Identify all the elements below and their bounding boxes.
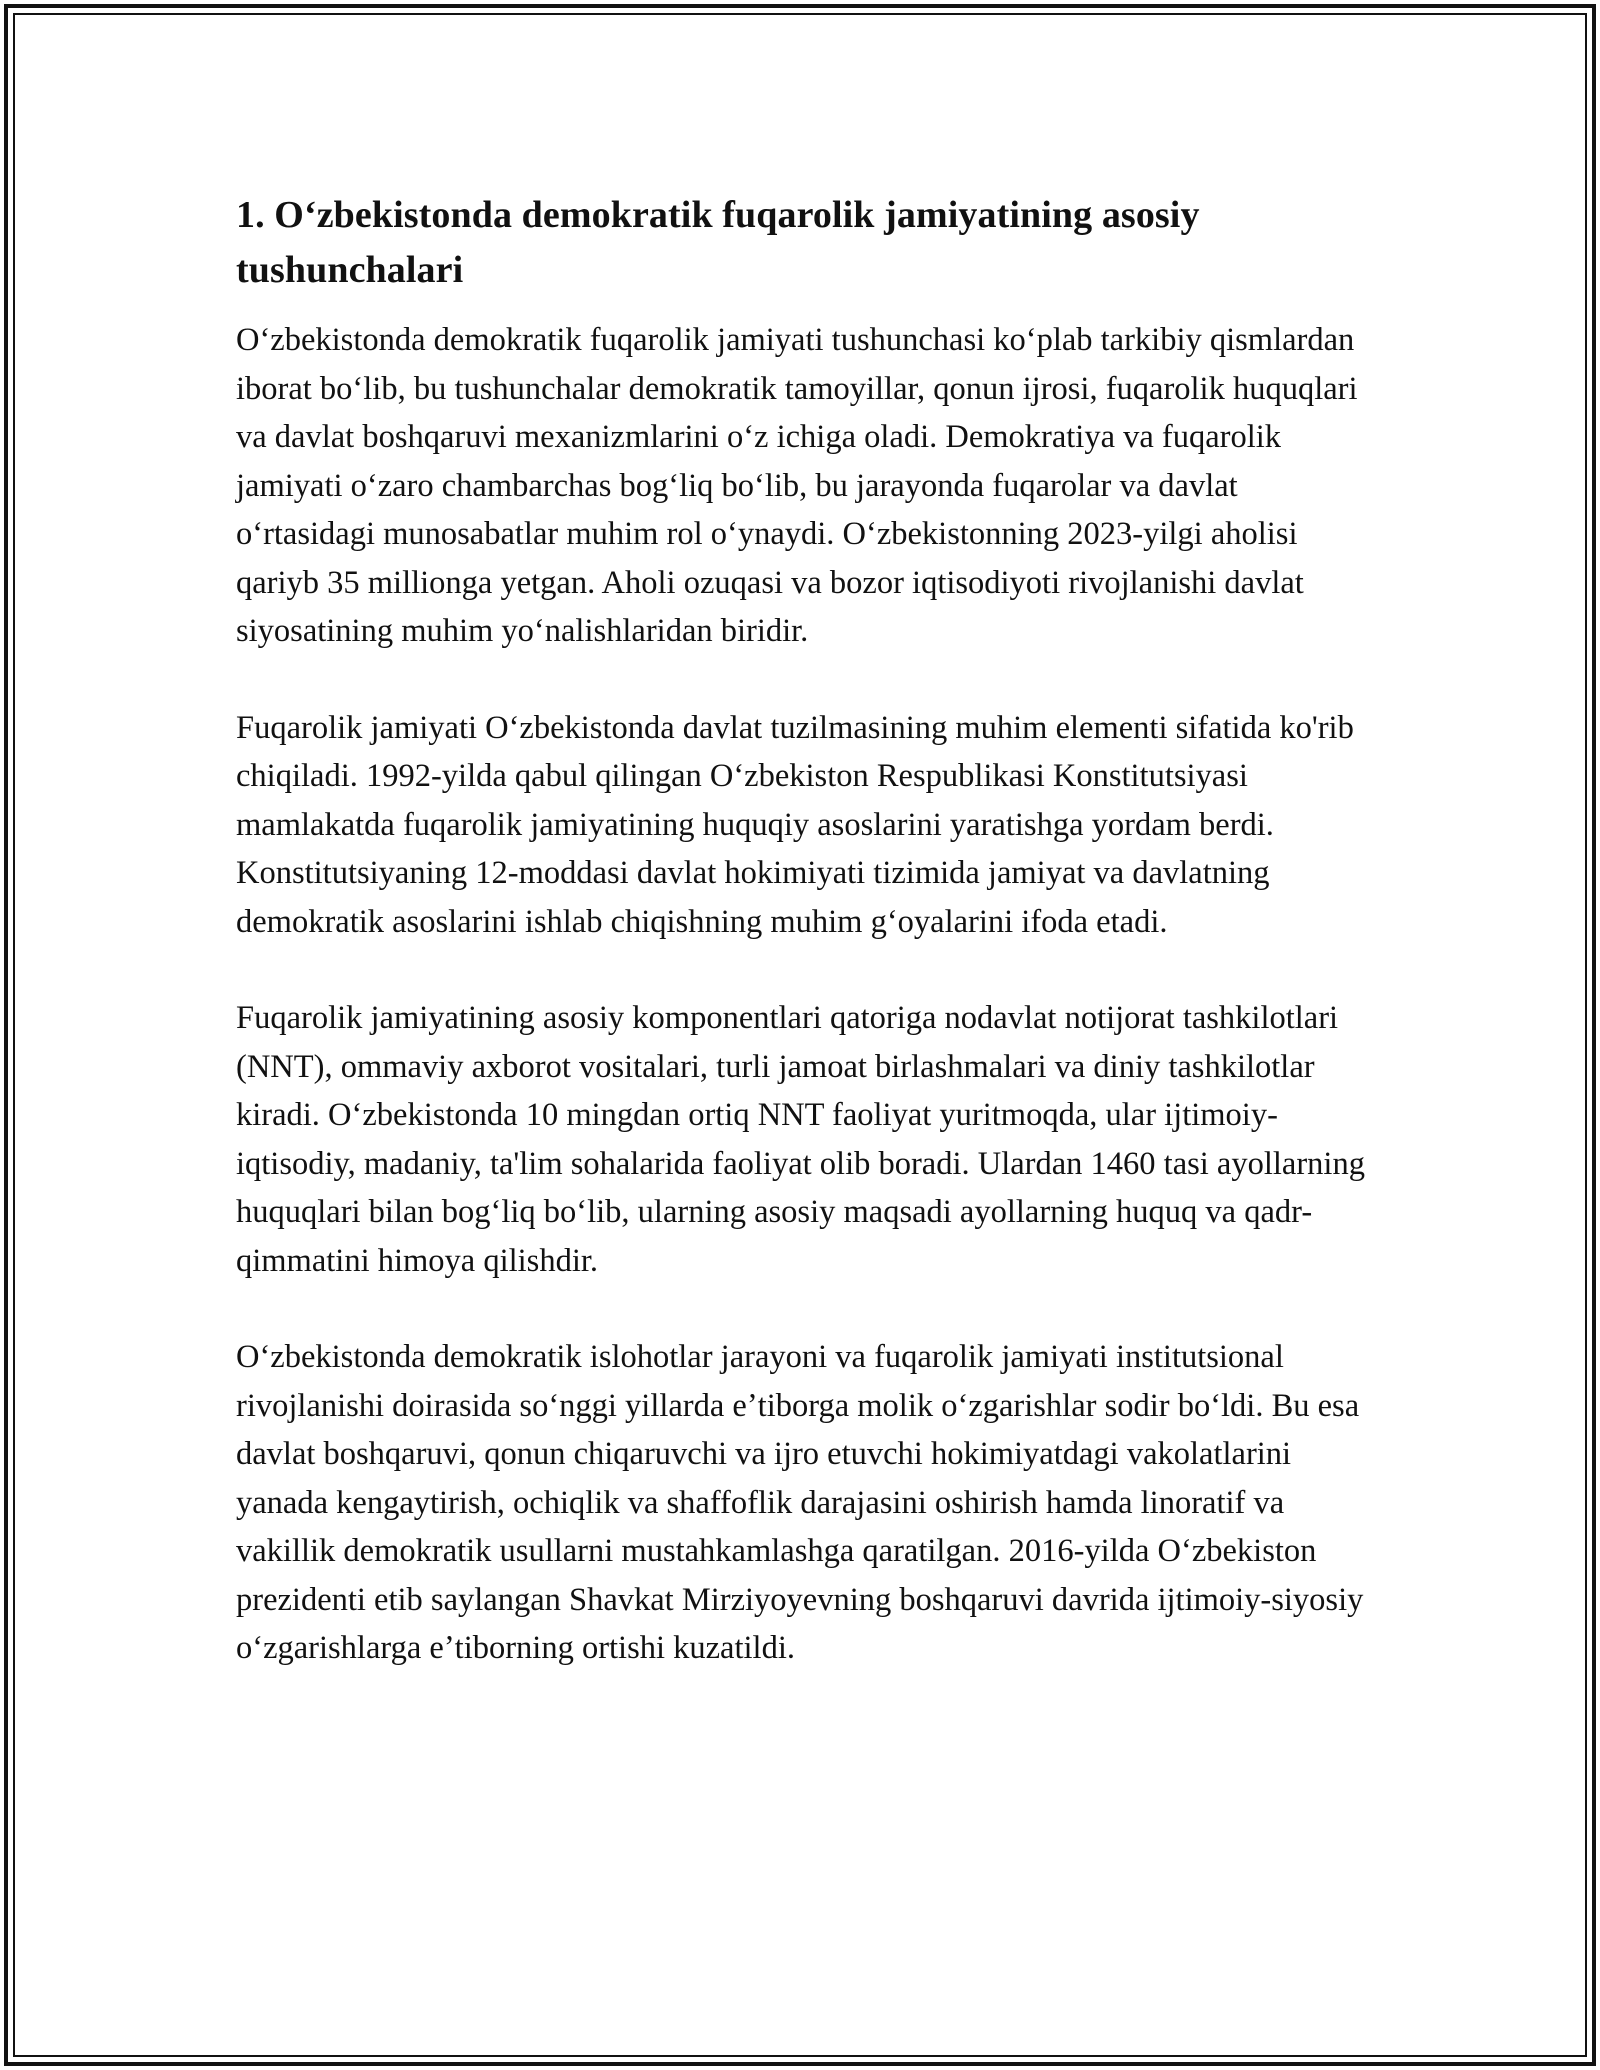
document-body [236, 188, 1376, 1721]
paragraph-2: Fuqarolik jamiyati Oʻzbekistonda davlat tuzilmasining muhim elementi sifatida ko'rib chiqiladi. 1992-yilda qabul qilingan Oʻzbekiston Respublikasi Konstitutsiyasi mamlakatda fuqarolik jamiyatining huquqiy asoslarini yaratishga yordam berdi. Konstitutsiyaning 12-moddasi davlat hokimiyati tizimida jamiyat va davlatning demokratik asoslarini ishlab chiqishning muhim gʻoyalarini ifoda etadi. [236, 709, 1354, 940]
paragraph-1: Oʻzbekistonda demokratik fuqarolik jamiyati tushunchasi koʻplab tarkibiy qismlardan iborat boʻlib, bu tushunchalar demokratik tamoyillar, qonun ijrosi, fuqarolik huquqlari va davlat boshqaruvi mexanizmlarini oʻz ichiga oladi. Demokratiya va fuqarolik jamiyati oʻzaro chambarchas bogʻliq boʻlib, bu jarayonda fuqarolar va davlat oʻrtasidagi munosabatlar muhim rol oʻynaydi. Oʻzbekistonning 2023-yilgi aholisi qariyb 35 millionga yetgan. Aholi ozuqasi va bozor iqtisodiyoti rivojlanishi davlat siyosatining muhim yoʻnalishlaridan biridir. [236, 322, 1358, 649]
paragraph-3: Fuqarolik jamiyatining asosiy komponentlari qatoriga nodavlat notijorat tashkilotlari (NNT), ommaviy axborot vositalari, turli jamoat birlashmalari va diniy tashkilotlar kiradi. Oʻzbekistonda 10 mingdan ortiq NNT faoliyat yuritmoqda, ular ijtimoiy-iqtisodiy, madaniy, ta'lim sohalarida faoliyat olib boradi. Ulardan 1460 tasi ayollarning huquqlari bilan bogʻliq boʻlib, ularning asosiy maqsadi ayollarning huquq va qadr-qimmatini himoya qilishdir. [236, 1000, 1365, 1279]
paragraph-4: Oʻzbekistonda demokratik islohotlar jarayoni va fuqarolik jamiyati institutsional rivojlanishi doirasida soʻnggi yillarda eʼtiborga molik oʻzgarishlar sodir boʻldi. Bu esa davlat boshqaruvi, qonun chiqaruvchi va ijro etuvchi hokimiyatdagi vakolatlarini yanada kengaytirish, ochiqlik va shaffoflik darajasini oshirish hamda linoratif va vakillik demokratik usullarni mustahkamlashga qaratilgan. 2016-yilda Oʻzbekiston prezidenti etib saylangan Shavkat Mirziyoyevning boshqaruvi davrida ijtimoiy-siyosiy oʻzgarishlarga eʼtiborning ortishi kuzatildi. [236, 1339, 1364, 1666]
section-heading: 1. Oʻzbekistonda demokratik fuqarolik jamiyatining asosiy tushunchalari [236, 194, 1200, 291]
